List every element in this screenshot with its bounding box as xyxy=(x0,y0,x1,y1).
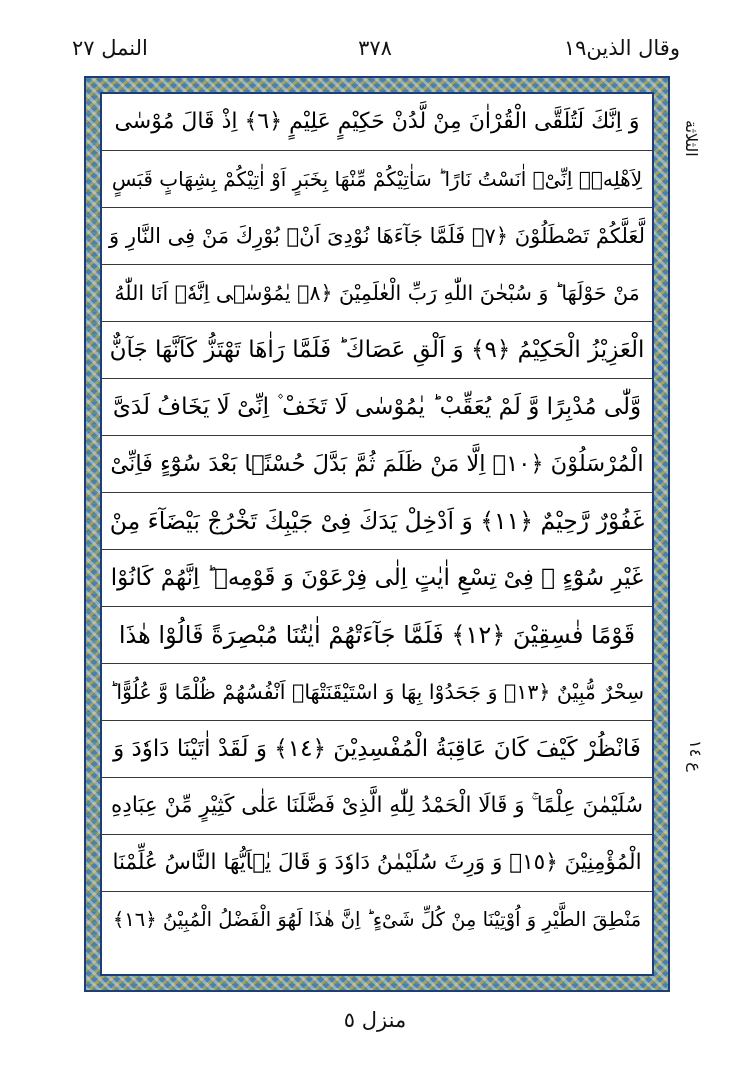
line-text: وَ اِنَّكَ لَتُلَقَّى الْقُرْاٰنَ مِنْ لَّدُنْ حَكِیْمٍ عَلِیْمٍ ﴿٦﴾ اِذْ قَالَ مُوْسٰى xyxy=(114,109,640,134)
text-area xyxy=(100,92,654,976)
text-line xyxy=(102,151,652,208)
text-line xyxy=(102,664,652,721)
line-text: الْعَزِیْزُ الْحَكِیْمُ ﴿٩﴾ وَ اَلْقِ عَصَاكَ ؕ فَلَمَّا رَاٰهَا تَهْتَزُّ كَاَنَّهَا جَآنٌّ xyxy=(109,337,645,363)
text-line xyxy=(102,835,652,892)
line-text: الْمُرْسَلُوْنَ ﴿١٠﴾ اِلَّا مَنْ ظَلَمَ ثُمَّ بَدَّلَ حُسْنًۢا بَعْدَ سُوْٓءٍ فَاِنِّیْ xyxy=(110,451,644,477)
text-line xyxy=(102,721,652,778)
line-text: مَنْطِقَ الطَّیْرِ وَ اُوْتِیْنَا مِنْ كُلِّ شَیْءٍ ؕ اِنَّ هٰذَا لَهُوَ الْفَضْلُ الْمُبِیْنُ ﴿١٦﴾ xyxy=(112,908,642,931)
line-text: وَّلّٰى مُدْبِرًا وَّ لَمْ یُعَقِّبْ ؕ یٰمُوْسٰى لَا تَخَفْ ۫ اِنِّیْ لَا یَخَافُ لَدَیَّ xyxy=(112,394,642,420)
text-line xyxy=(102,94,652,151)
line-text: لِاَهْلِهٖۤ اِنِّیْۤ اٰنَسْتُ نَارًا ؕ سَاٰتِیْكُمْ مِّنْهَا بِخَبَرٍ اَوْ اٰتِیْكُمْ بِشِهَابٍ قَبَسٍ xyxy=(111,167,643,191)
text-line xyxy=(102,436,652,493)
line-text: غَیْرِ سُوْٓءٍ ۫ فِیْ تِسْعِ اٰیٰتٍ اِلٰى فِرْعَوْنَ وَ قَوْمِهٖ ؕ اِنَّهُمْ كَانُوْا xyxy=(110,565,644,591)
text-line xyxy=(102,550,652,607)
line-text: سِحْرٌ مُّبِیْنٌ ﴿١٣﴾ وَ جَحَدُوْا بِهَا وَ اسْتَیْقَنَتْهَاۤ اَنْفُسُهُمْ ظُلْمًا وَّ عُلُوًّا ؕ xyxy=(109,680,645,704)
line-text: لَّعَلَّكُمْ تَصْطَلُوْنَ ﴿٧﴾ فَلَمَّا جَآءَهَا نُوْدِیَ اَنْۢ بُوْرِكَ مَنْ فِی النَّارِ وَ xyxy=(109,224,645,248)
page-number: ٣٧٨ xyxy=(358,36,392,60)
text-line xyxy=(102,493,652,550)
ruku-mark: ع ١٤ xyxy=(686,740,705,772)
line-text: مَنْ حَوْلَهَا ؕ وَ سُبْحٰنَ اللّٰهِ رَبِّ الْعٰلَمِیْنَ ﴿٨﴾ یٰمُوْسٰۤى اِنَّهٗۤ اَنَا اللّٰهُ xyxy=(114,281,640,305)
text-line xyxy=(102,265,652,322)
text-line xyxy=(102,607,652,664)
text-line xyxy=(102,778,652,835)
text-line xyxy=(102,322,652,379)
text-line xyxy=(102,379,652,436)
surah-name: النمل ٢٧ xyxy=(72,36,148,60)
line-text: الْمُؤْمِنِیْنَ ﴿١٥﴾ وَ وَرِثَ سُلَیْمٰنُ دَاوٗدَ وَ قَالَ یٰۤاَیُّهَا النَّاسُ عُلِّمْنَا xyxy=(112,850,642,875)
text-line xyxy=(102,208,652,265)
ornamental-border xyxy=(84,76,670,992)
text-line xyxy=(102,892,652,948)
manzil-label: منزل ٥ xyxy=(343,1008,407,1032)
line-text: سُلَیْمٰنَ عِلْمًا ۚ وَ قَالَا الْحَمْدُ لِلّٰهِ الَّذِیْ فَضَّلَنَا عَلٰى كَثِیْرٍ مِّنْ عِبَادِهِ xyxy=(111,793,643,818)
line-text: فَانْظُرْ كَیْفَ كَانَ عَاقِبَةُ الْمُفْسِدِیْنَ ﴿١٤﴾ وَ لَقَدْ اٰتَیْنَا دَاوٗدَ وَ xyxy=(113,736,641,762)
line-text: قَوْمًا فٰسِقِیْنَ ﴿١٢﴾ فَلَمَّا جَآءَتْهُمْ اٰیٰتُنَا مُبْصِرَةً قَالُوْا هٰذَا xyxy=(118,621,636,649)
para-name: وقال الذين١٩ xyxy=(563,36,680,60)
line-text: غَفُوْرٌ رَّحِیْمٌ ﴿١١﴾ وَ اَدْخِلْ یَدَكَ فِیْ جَیْبِكَ تَخْرُجْ بَیْضَآءَ مِنْ xyxy=(109,507,645,535)
margin-label: الثلاثة xyxy=(682,120,701,157)
